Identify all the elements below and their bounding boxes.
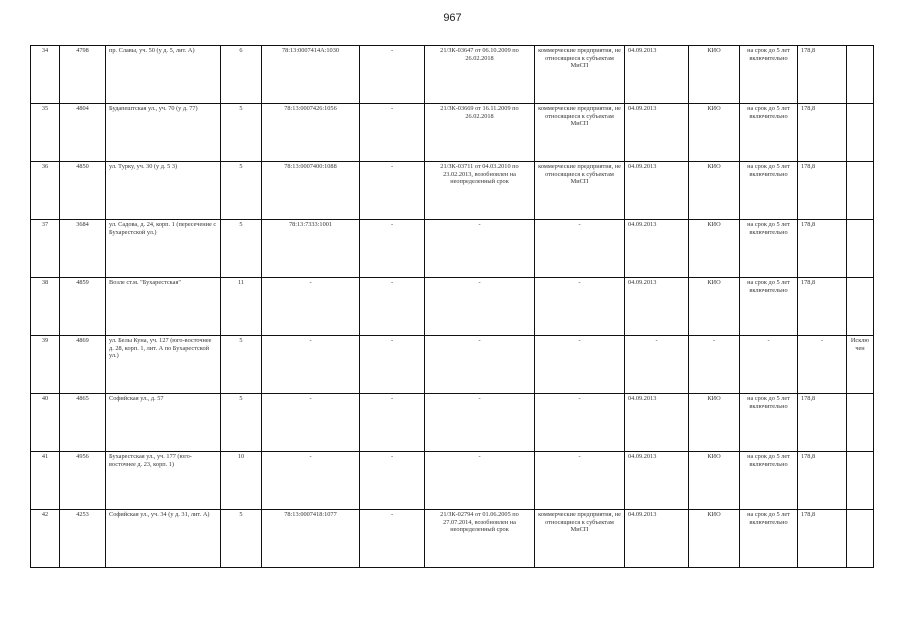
date: 04.09.2013 (625, 220, 689, 278)
column-6: - (360, 336, 425, 394)
tenant-type: коммерческие предприятия, не относящиеся к субъектам МиСП (535, 46, 625, 104)
tenant-type: - (535, 336, 625, 394)
note (847, 510, 874, 568)
date: 04.09.2013 (625, 104, 689, 162)
floors: 11 (221, 278, 262, 336)
organization: КИО (689, 46, 740, 104)
floors: 5 (221, 510, 262, 568)
object-id: 4859 (60, 278, 106, 336)
lease-document: 21/ЗК-02794 от 01.06.2005 по 27.07.2014, возобновлен на неопределенный срок (425, 510, 535, 568)
organization: КИО (689, 394, 740, 452)
table-row (31, 394, 874, 452)
term: на срок до 5 лет включительно (740, 394, 798, 452)
organization: КИО (689, 278, 740, 336)
term: - (740, 336, 798, 394)
column-6: - (360, 46, 425, 104)
column-6: - (360, 162, 425, 220)
tenant-type: коммерческие предприятия, не относящиеся к субъектам МиСП (535, 162, 625, 220)
area: 178,8 (798, 220, 847, 278)
date: 04.09.2013 (625, 510, 689, 568)
address: Софийская ул., д. 57 (106, 394, 221, 452)
lease-document: - (425, 336, 535, 394)
object-id: 4253 (60, 510, 106, 568)
row-number: 41 (31, 452, 60, 510)
lease-document: 21/ЗК-03647 от 06.10.2009 по 26.02.2018 (425, 46, 535, 104)
tenant-type: - (535, 452, 625, 510)
address: Будапештская ул., уч. 70 (у д. 77) (106, 104, 221, 162)
object-id: 4869 (60, 336, 106, 394)
row-number: 35 (31, 104, 60, 162)
organization: КИО (689, 510, 740, 568)
address: ул. Садова, д. 24, корп. 1 (пересечение с Бухарестской ул.) (106, 220, 221, 278)
object-id: 4865 (60, 394, 106, 452)
column-6: - (360, 278, 425, 336)
registry-table (30, 45, 874, 568)
object-id: 3684 (60, 220, 106, 278)
tenant-type: - (535, 278, 625, 336)
lease-document: 21/ЗК-03711 от 04.03.2010 по 23.02.2013, возобновлен на неопределенный срок (425, 162, 535, 220)
table-row (31, 162, 874, 220)
object-id: 4956 (60, 452, 106, 510)
date: 04.09.2013 (625, 278, 689, 336)
address: ул. Турку, уч. 30 (у д. 5 3) (106, 162, 221, 220)
cadastral-number: - (262, 336, 360, 394)
table-row (31, 278, 874, 336)
tenant-type: - (535, 220, 625, 278)
page-number: 967 (443, 12, 462, 24)
table-row (31, 220, 874, 278)
table-row (31, 104, 874, 162)
note (847, 278, 874, 336)
date: - (625, 336, 689, 394)
column-6: - (360, 394, 425, 452)
lease-document: - (425, 220, 535, 278)
note (847, 162, 874, 220)
organization: - (689, 336, 740, 394)
note (847, 452, 874, 510)
address: пр. Славы, уч. 50 (у д. 5, лит. А) (106, 46, 221, 104)
lease-document: 21/ЗК-03669 от 16.11.2009 по 26.02.2018 (425, 104, 535, 162)
term: на срок до 5 лет включительно (740, 162, 798, 220)
cadastral-number: - (262, 452, 360, 510)
object-id: 4850 (60, 162, 106, 220)
floors: 5 (221, 220, 262, 278)
tenant-type: - (535, 394, 625, 452)
term: на срок до 5 лет включительно (740, 452, 798, 510)
lease-document: - (425, 278, 535, 336)
registry-table-body (31, 46, 874, 568)
cadastral-number: - (262, 278, 360, 336)
row-number: 40 (31, 394, 60, 452)
area: 178,8 (798, 452, 847, 510)
row-number: 34 (31, 46, 60, 104)
row-number: 37 (31, 220, 60, 278)
floors: 5 (221, 104, 262, 162)
term: на срок до 5 лет включительно (740, 46, 798, 104)
note (847, 220, 874, 278)
cadastral-number: - (262, 394, 360, 452)
floors: 6 (221, 46, 262, 104)
row-number: 36 (31, 162, 60, 220)
column-6: - (360, 220, 425, 278)
tenant-type: коммерческие предприятия, не относящиеся к субъектам МиСП (535, 104, 625, 162)
object-id: 4804 (60, 104, 106, 162)
area: 178,8 (798, 278, 847, 336)
row-number: 42 (31, 510, 60, 568)
table-row (31, 510, 874, 568)
area: - (798, 336, 847, 394)
floors: 10 (221, 452, 262, 510)
floors: 5 (221, 394, 262, 452)
area: 178,8 (798, 510, 847, 568)
column-6: - (360, 104, 425, 162)
address: ул. Белы Куна, уч. 127 (юго-восточнее д. 28, корп. 1, лит. А по Бухарестской ул.) (106, 336, 221, 394)
cadastral-number: 78:13:0007418:1077 (262, 510, 360, 568)
term: на срок до 5 лет включительно (740, 220, 798, 278)
address: Софийская ул., уч. 34 (у д. 31, лит. А) (106, 510, 221, 568)
term: на срок до 5 лет включительно (740, 104, 798, 162)
term: на срок до 5 лет включительно (740, 278, 798, 336)
column-6: - (360, 452, 425, 510)
address: Бухарестская ул., уч. 177 (юго-восточнее д. 23, корп. 1) (106, 452, 221, 510)
organization: КИО (689, 104, 740, 162)
lease-document: - (425, 394, 535, 452)
cadastral-number: 78:13:0007414А:1030 (262, 46, 360, 104)
note (847, 394, 874, 452)
cadastral-number: 78:13:7333:1001 (262, 220, 360, 278)
organization: КИО (689, 162, 740, 220)
organization: КИО (689, 452, 740, 510)
cadastral-number: 78:13:0007400:1088 (262, 162, 360, 220)
table-row (31, 336, 874, 394)
date: 04.09.2013 (625, 452, 689, 510)
organization: КИО (689, 220, 740, 278)
date: 04.09.2013 (625, 46, 689, 104)
term: на срок до 5 лет включительно (740, 510, 798, 568)
floors: 5 (221, 336, 262, 394)
column-6: - (360, 510, 425, 568)
table-row (31, 46, 874, 104)
row-number: 39 (31, 336, 60, 394)
area: 178,8 (798, 104, 847, 162)
note: Исключен (847, 336, 874, 394)
note (847, 46, 874, 104)
row-number: 38 (31, 278, 60, 336)
object-id: 4798 (60, 46, 106, 104)
tenant-type: коммерческие предприятия, не относящиеся к субъектам МиСП (535, 510, 625, 568)
floors: 5 (221, 162, 262, 220)
address: Возле ст.м. "Бухарестская" (106, 278, 221, 336)
note (847, 104, 874, 162)
area: 178,8 (798, 394, 847, 452)
table-row (31, 452, 874, 510)
area: 178,8 (798, 162, 847, 220)
date: 04.09.2013 (625, 162, 689, 220)
date: 04.09.2013 (625, 394, 689, 452)
lease-document: - (425, 452, 535, 510)
area: 178,8 (798, 46, 847, 104)
cadastral-number: 78:13:0007426:1056 (262, 104, 360, 162)
